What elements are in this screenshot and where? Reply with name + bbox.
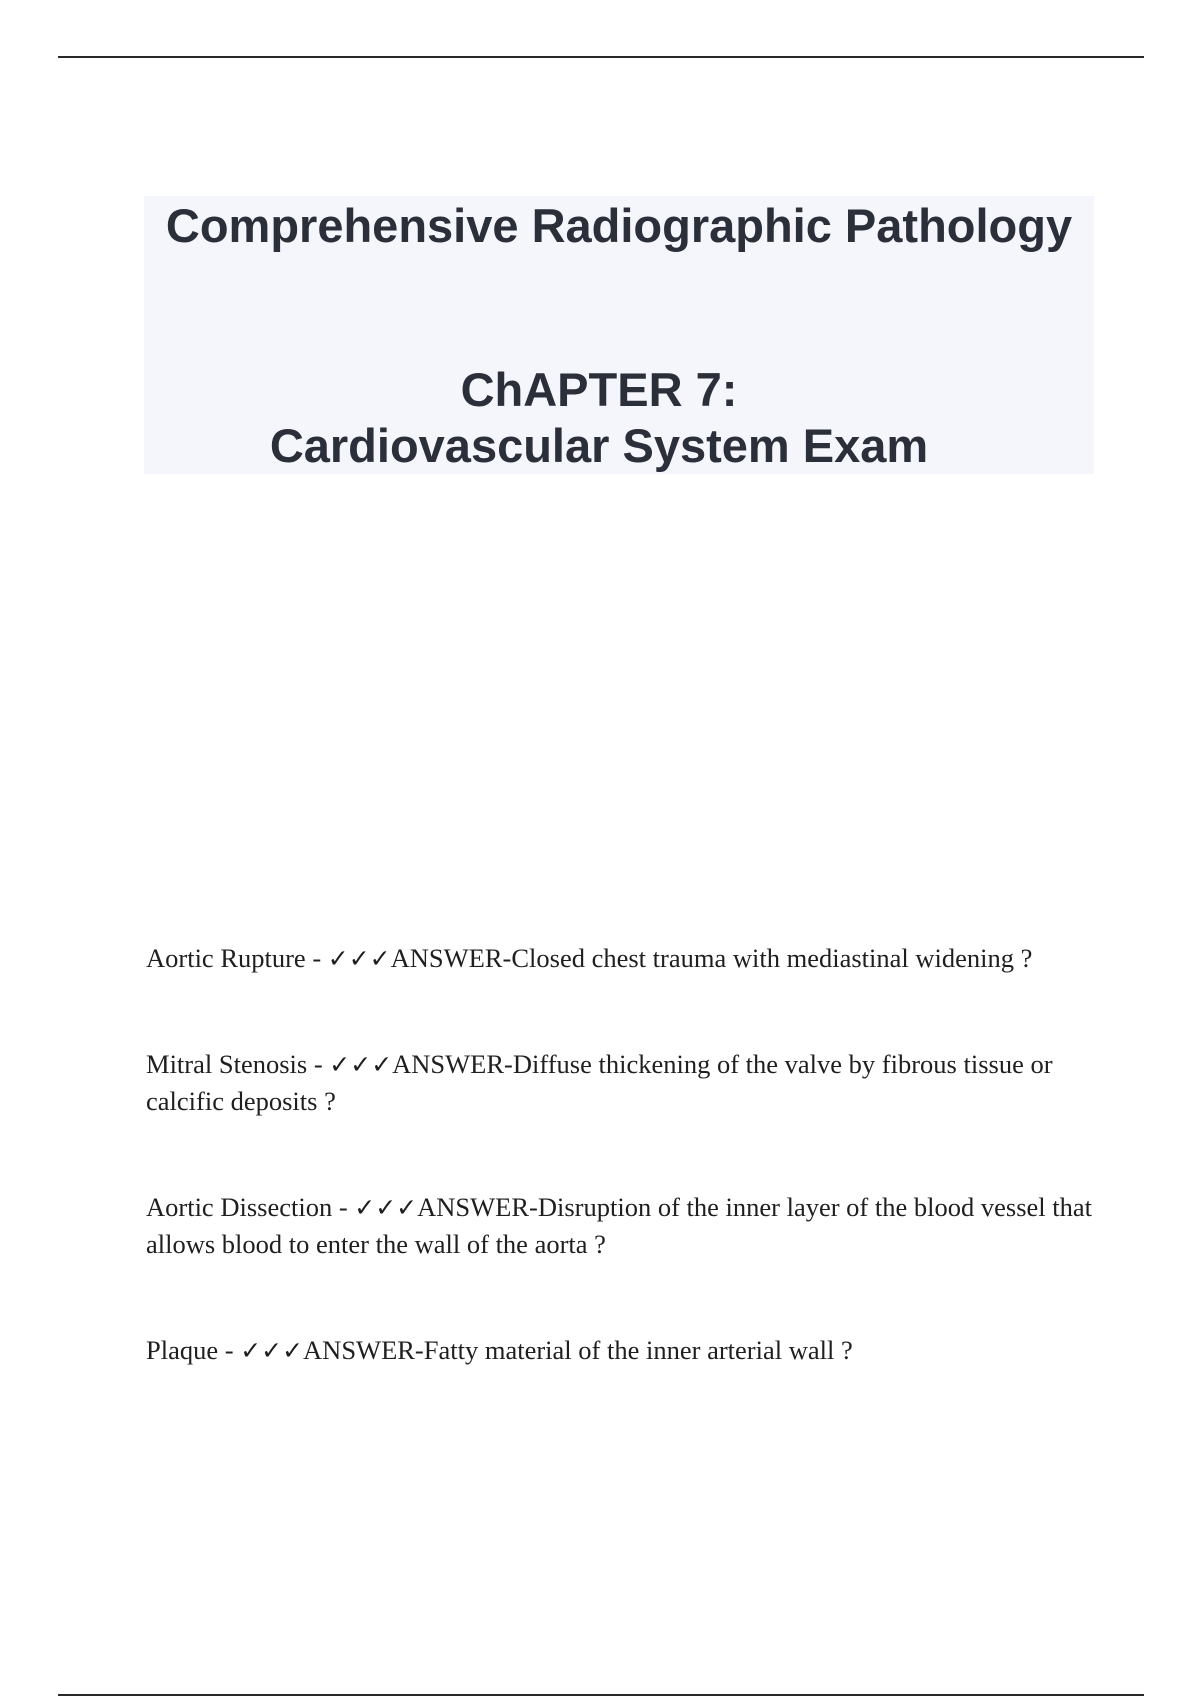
chapter-title: Cardiovascular System Exam bbox=[269, 419, 929, 472]
checkmark-icon: ✓✓✓ bbox=[354, 1193, 418, 1222]
qa-list bbox=[146, 940, 1096, 1369]
qa-term: Aortic Dissection bbox=[146, 1192, 333, 1222]
document-title: Comprehensive Radiographic Pathology bbox=[165, 199, 1073, 252]
qa-answer: ANSWER-Closed chest trauma with mediastinal widening ? bbox=[390, 943, 1033, 973]
qa-item-aortic-rupture bbox=[146, 940, 1096, 977]
qa-term: Plaque bbox=[146, 1335, 219, 1365]
qa-term: Aortic Rupture bbox=[146, 943, 306, 973]
qa-separator: - bbox=[305, 943, 328, 973]
qa-answer: ANSWER-Diffuse thickening of the valve by fibrous tissue or calcific deposits ? bbox=[146, 1049, 1053, 1116]
qa-answer: ANSWER-Disruption of the inner layer of the blood vessel that allows blood to enter the wall of the aorta ? bbox=[146, 1192, 1092, 1259]
top-rule bbox=[58, 56, 1144, 58]
bottom-rule bbox=[58, 1694, 1144, 1696]
qa-separator: - bbox=[307, 1049, 330, 1079]
qa-separator: - bbox=[332, 1192, 355, 1222]
qa-item-plaque bbox=[146, 1332, 1096, 1369]
qa-separator: - bbox=[218, 1335, 241, 1365]
qa-item-aortic-dissection bbox=[146, 1189, 1096, 1263]
checkmark-icon: ✓✓✓ bbox=[240, 1336, 304, 1365]
qa-term: Mitral Stenosis bbox=[146, 1049, 308, 1079]
checkmark-icon: ✓✓✓ bbox=[329, 1050, 393, 1079]
qa-answer: ANSWER-Fatty material of the inner arterial wall ? bbox=[303, 1335, 853, 1365]
title-block bbox=[144, 196, 1094, 474]
checkmark-icon: ✓✓✓ bbox=[327, 944, 391, 973]
qa-item-mitral-stenosis bbox=[146, 1046, 1096, 1120]
chapter-label: ChAPTER 7: bbox=[460, 363, 738, 416]
